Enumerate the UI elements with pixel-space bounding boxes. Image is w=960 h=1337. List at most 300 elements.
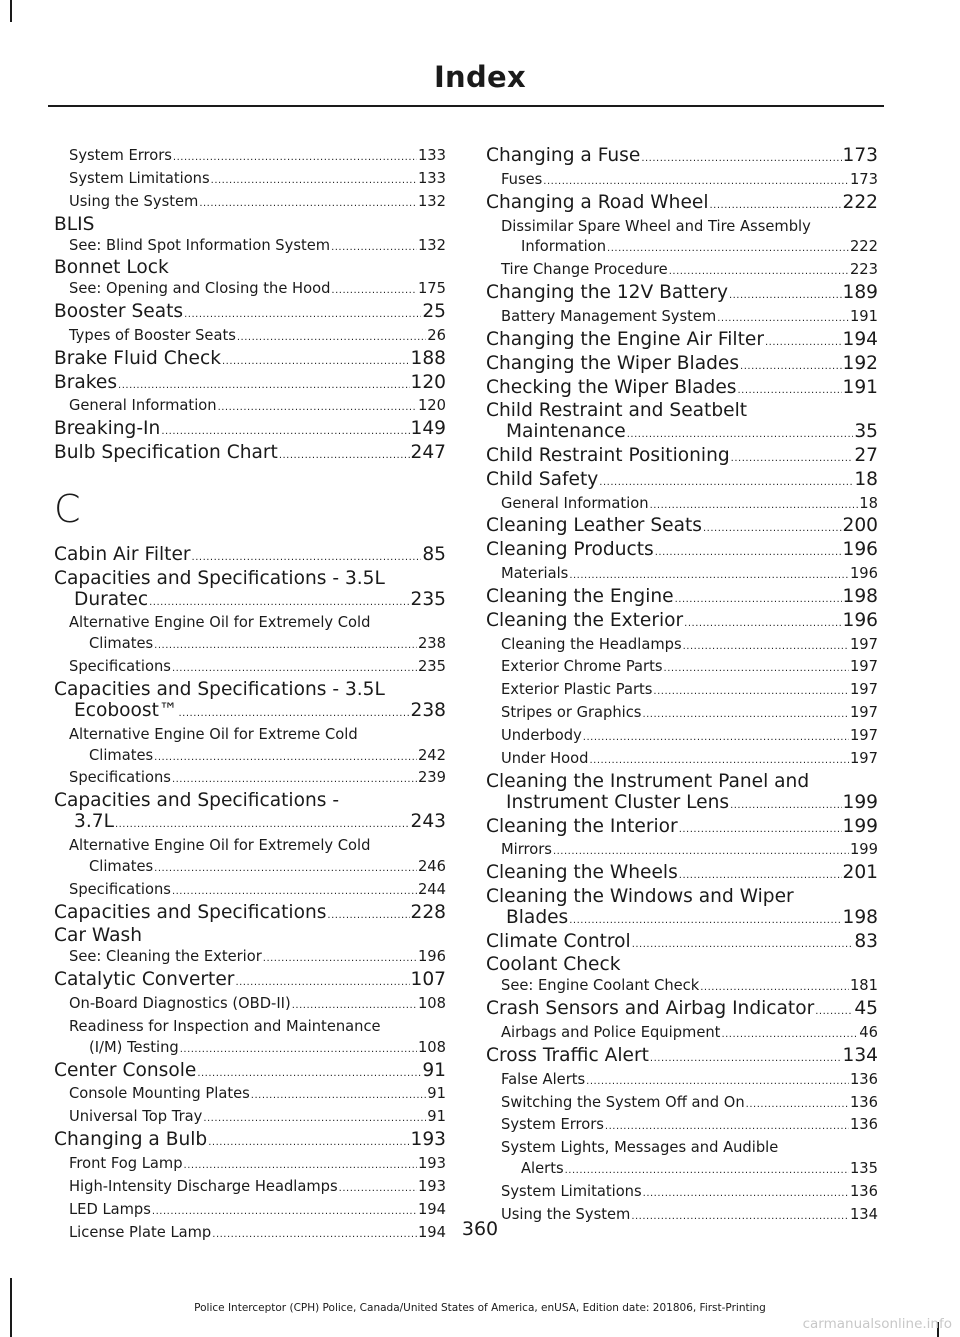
index-entry-text: Cross Traffic Alert — [486, 1044, 649, 1066]
index-page-ref: 27 — [854, 444, 878, 466]
index-entry — [486, 516, 878, 540]
index-entry-text: System Errors — [501, 1116, 604, 1134]
dot-leader — [154, 859, 417, 880]
index-entry-text: 3.7L — [74, 811, 114, 833]
index-page-ref: 18 — [854, 468, 878, 490]
index-subentry — [486, 726, 878, 749]
index-entry — [486, 999, 878, 1023]
index-entry-text: Stripes or Graphics — [501, 704, 642, 722]
index-entry — [486, 354, 878, 378]
index-entry-text: General Information — [69, 397, 217, 415]
index-entry-text: Booster Seats — [54, 301, 184, 323]
index-entry-text: Capacities and Specifications — [54, 901, 327, 923]
index-entry-text: Using the System — [69, 192, 199, 210]
index-page-ref: 197 — [849, 658, 878, 676]
dot-leader — [192, 548, 422, 569]
index-entry — [486, 955, 878, 976]
index-entry-text: Cabin Air Filter — [54, 543, 191, 565]
index-entry-text: Breaking-In — [54, 418, 161, 440]
index-entry-text: Coolant Check — [486, 954, 621, 976]
index-entry-lead: Capacities and Specifications - — [54, 790, 340, 812]
dot-leader — [161, 422, 409, 443]
index-page-ref: 132 — [417, 192, 446, 210]
index-subentry — [54, 396, 446, 419]
index-entry-text: Checking the Wiper Blades — [486, 376, 737, 398]
index-entry-text: Crash Sensors and Airbag Indicator — [486, 998, 815, 1020]
index-entry-text: System Limitations — [501, 1183, 642, 1201]
index-entry — [54, 258, 446, 279]
index-entry-text: Brakes — [54, 371, 118, 393]
index-page-ref: 120 — [417, 397, 446, 415]
index-entry — [486, 887, 878, 932]
dot-leader — [679, 820, 842, 841]
index-entry-text: Information — [521, 238, 607, 256]
dot-leader — [599, 473, 853, 494]
index-entry-lead: Alternative Engine Oil for Extremely Cold — [69, 836, 371, 854]
dot-leader — [118, 376, 409, 397]
index-page-ref: 235 — [417, 658, 446, 676]
index-subentry — [486, 1023, 878, 1046]
index-subentry — [54, 192, 446, 215]
index-page-ref: 222 — [849, 238, 878, 256]
index-entry-text: High-Intensity Discharge Headlamps — [69, 1177, 338, 1195]
index-subentry — [486, 564, 878, 587]
dot-leader — [331, 238, 417, 259]
index-entry — [486, 817, 878, 841]
index-entry-lead: Child Restraint and Seatbelt — [486, 400, 748, 422]
index-subentry — [486, 703, 878, 726]
index-page-ref: 197 — [849, 727, 878, 745]
index-entry — [486, 863, 878, 887]
index-entry-text: Cleaning the Exterior — [486, 609, 684, 631]
dot-leader — [565, 1161, 849, 1182]
dot-leader — [149, 593, 409, 614]
index-page-ref: 196 — [842, 609, 878, 631]
index-page-ref: 244 — [417, 880, 446, 898]
dot-leader — [222, 352, 410, 373]
index-entry-text: Center Console — [54, 1059, 197, 1081]
index-page-ref: 46 — [859, 1023, 878, 1041]
index-entry-text: Cleaning the Interior — [486, 815, 678, 837]
index-entry-text: Bonnet Lock — [54, 257, 169, 279]
index-entry-lead: Cleaning the Instrument Panel and — [486, 770, 810, 792]
dot-leader — [746, 1095, 849, 1116]
index-subentry — [486, 976, 878, 999]
index-entry-text: Cleaning Leather Seats — [486, 515, 702, 537]
dot-leader — [569, 566, 849, 587]
index-page-ref: 107 — [410, 969, 446, 991]
index-page-ref: 192 — [842, 352, 878, 374]
dot-leader — [627, 425, 854, 446]
index-page-ref: 228 — [410, 901, 446, 923]
index-entry — [486, 772, 878, 817]
dot-leader — [607, 239, 849, 260]
dot-leader — [173, 148, 417, 169]
index-page-ref: 135 — [849, 1160, 878, 1178]
index-subentry — [54, 657, 446, 680]
index-entry-text: See: Engine Coolant Check — [501, 977, 700, 995]
index-subentry — [54, 768, 446, 791]
index-page-ref: 238 — [417, 635, 446, 653]
dot-leader — [543, 172, 849, 193]
index-entry-lead: Capacities and Specifications - 3.5L — [54, 567, 385, 589]
index-page-ref: 132 — [417, 236, 446, 254]
index-entry-text: Climates — [89, 857, 154, 875]
page-number: 360 — [461, 1218, 499, 1240]
index-page-ref: 197 — [849, 704, 878, 722]
index-entry — [54, 926, 446, 947]
index-page-ref: 196 — [417, 948, 446, 966]
index-subentry — [54, 947, 446, 970]
index-entry-text: See: Cleaning the Exterior — [69, 948, 262, 966]
index-page-ref: 200 — [842, 515, 878, 537]
index-page-ref: 238 — [410, 699, 446, 721]
dot-leader — [737, 381, 841, 402]
index-entry-text: Duratec — [74, 588, 149, 610]
index-entry — [54, 1130, 446, 1154]
index-subentry — [486, 1115, 878, 1138]
index-subentry — [54, 236, 446, 259]
index-entry — [54, 215, 446, 236]
index-entry-text: Bulb Specification Chart — [54, 442, 278, 464]
index-entry-text: Battery Management System — [501, 308, 717, 326]
index-entry-text: False Alerts — [501, 1070, 586, 1088]
index-entry-text: Child Safety — [486, 468, 599, 490]
dot-leader — [655, 543, 842, 564]
index-entry — [486, 470, 878, 494]
dot-leader — [251, 1086, 427, 1107]
index-page-ref: 194 — [417, 1200, 446, 1218]
index-entry-text: License Plate Lamp — [69, 1223, 212, 1241]
dot-leader — [235, 973, 409, 994]
dot-leader — [700, 978, 849, 999]
index-page-ref: 199 — [849, 841, 878, 859]
index-entry-text: Using the System — [501, 1206, 631, 1224]
index-entry — [54, 373, 446, 397]
index-subentry — [54, 326, 446, 349]
index-page-ref: 199 — [842, 791, 878, 813]
dot-leader — [327, 906, 409, 927]
index-entry — [54, 419, 446, 443]
index-entry-text: Changing a Road Wheel — [486, 191, 709, 213]
index-entry — [486, 146, 878, 170]
index-page-ref: 188 — [410, 347, 446, 369]
index-entry-text: System Errors — [69, 147, 172, 164]
dot-leader — [717, 309, 849, 330]
index-page-ref: 193 — [410, 1129, 446, 1151]
dot-leader — [641, 149, 841, 170]
dot-leader — [642, 705, 849, 726]
index-entry — [486, 540, 878, 564]
crop-mark-top-left — [10, 0, 12, 22]
dot-leader — [740, 357, 841, 378]
index-page-ref: 235 — [410, 588, 446, 610]
index-entry-text: Maintenance — [506, 421, 626, 443]
dot-leader — [731, 449, 854, 470]
index-entry-text: Blades — [506, 906, 569, 928]
index-entry-text: Exterior Plastic Parts — [501, 681, 653, 699]
index-subentry — [54, 1017, 446, 1061]
index-page-ref: 193 — [417, 1155, 446, 1173]
index-page-ref: 35 — [854, 421, 878, 443]
index-entry-text: Specifications — [69, 880, 171, 898]
dot-leader — [184, 305, 421, 326]
index-page-ref: 189 — [842, 282, 878, 304]
index-page-ref: 173 — [849, 170, 878, 188]
index-entry-lead: System Lights, Messages and Audible — [501, 1139, 779, 1157]
dot-leader — [589, 751, 848, 772]
index-entry-text: Instrument Cluster Lens — [506, 791, 730, 813]
index-entry-text: Front Fog Lamp — [69, 1155, 183, 1173]
index-page-ref: 136 — [849, 1116, 878, 1134]
index-subentry — [486, 1070, 878, 1093]
dot-leader — [154, 636, 417, 657]
index-entry-text: Tire Change Procedure — [501, 261, 668, 279]
dot-leader — [115, 815, 410, 836]
index-subentry — [486, 217, 878, 261]
index-page-ref: 193 — [417, 1177, 446, 1195]
index-page-ref: 194 — [842, 328, 878, 350]
index-subentry — [486, 657, 878, 680]
index-subentry — [486, 840, 878, 863]
index-page-ref: 133 — [417, 169, 446, 187]
index-entry-text: Cleaning the Wheels — [486, 862, 678, 884]
index-page-ref: 246 — [417, 857, 446, 875]
index-page-ref: 91 — [427, 1085, 446, 1103]
index-subentry — [486, 307, 878, 330]
index-page-ref: 242 — [417, 746, 446, 764]
index-page-ref: 26 — [427, 326, 446, 344]
index-entry-text: Console Mounting Plates — [69, 1085, 250, 1103]
section-letter: C — [54, 486, 81, 531]
index-page-ref: 83 — [854, 930, 878, 952]
index-page-ref: 85 — [422, 543, 446, 565]
dot-leader — [197, 1064, 421, 1085]
index-page-ref: 120 — [410, 371, 446, 393]
dot-leader — [331, 281, 417, 302]
dot-leader — [675, 590, 842, 611]
index-entry-text: Changing a Bulb — [54, 1129, 208, 1151]
index-entry-lead: Cleaning the Windows and Wiper — [486, 886, 794, 908]
index-subentry — [486, 1093, 878, 1116]
index-entry-text: Cleaning the Engine — [486, 585, 674, 607]
index-subentry — [54, 1154, 446, 1177]
index-subentry — [54, 725, 446, 769]
index-entry-text: Materials — [501, 565, 569, 582]
dot-leader — [180, 1040, 417, 1061]
index-entry — [54, 349, 446, 373]
index-entry — [486, 587, 878, 611]
dot-leader — [154, 748, 417, 769]
index-entry-lead: Readiness for Inspection and Maintenance — [69, 1017, 381, 1035]
index-page-ref: 191 — [842, 376, 878, 398]
index-page-ref: 239 — [417, 769, 446, 787]
index-page-ref: 136 — [849, 1093, 878, 1111]
index-entry — [486, 193, 878, 217]
index-entry — [486, 932, 878, 956]
index-page-ref: 197 — [849, 635, 878, 653]
dot-leader — [279, 446, 410, 467]
index-subentry — [486, 494, 878, 517]
index-entry — [54, 903, 446, 927]
index-page-ref: 175 — [417, 280, 446, 298]
page-title: Index — [433, 60, 527, 94]
index-subentry — [54, 1084, 446, 1107]
index-entry-text: Changing the Wiper Blades — [486, 352, 740, 374]
index-entry-text: Airbags and Police Equipment — [501, 1023, 721, 1041]
index-page-ref: 198 — [842, 585, 878, 607]
dot-leader — [815, 1002, 853, 1023]
index-page-ref: 191 — [849, 308, 878, 326]
index-entry-text: Cleaning the Headlamps — [501, 635, 682, 653]
index-page-ref: 134 — [842, 1044, 878, 1066]
index-entry — [486, 378, 878, 402]
index-page-ref: 134 — [849, 1206, 878, 1224]
index-page-ref: 196 — [842, 539, 878, 561]
index-subentry — [54, 1107, 446, 1130]
index-page-ref: 196 — [849, 565, 878, 582]
index-subentry — [54, 279, 446, 302]
index-subentry — [54, 1177, 446, 1200]
index-entry — [54, 545, 446, 569]
index-subentry — [54, 880, 446, 903]
index-page-ref: 243 — [410, 811, 446, 833]
index-page-ref: 222 — [842, 191, 878, 213]
index-column-left — [54, 146, 446, 1246]
dot-leader — [199, 194, 417, 215]
index-page-ref: 149 — [410, 418, 446, 440]
index-page-ref: 136 — [849, 1070, 878, 1088]
index-entry — [486, 283, 878, 307]
index-subentry — [486, 680, 878, 703]
dot-leader — [765, 333, 842, 354]
index-entry-text: Fuses — [501, 170, 543, 188]
dot-leader — [669, 262, 849, 283]
dot-leader — [650, 1049, 842, 1070]
footer-edition-info: Police Interceptor (CPH) Police, Canada/United States of America, enUSA, Edition date: 201806, First-Printing — [194, 1302, 766, 1314]
index-entry-lead: Dissimilar Spare Wheel and Tire Assembly — [501, 217, 811, 235]
index-entry-text: BLIS — [54, 213, 95, 235]
index-page-ref: 91 — [422, 1059, 446, 1081]
index-entry-text: Catalytic Converter — [54, 969, 235, 991]
index-subentry — [54, 836, 446, 880]
index-page-ref: 197 — [849, 681, 878, 699]
index-page-ref: 133 — [417, 147, 446, 164]
index-page-ref: 201 — [842, 862, 878, 884]
index-page-ref: 181 — [849, 977, 878, 995]
index-entry-lead: Alternative Engine Oil for Extreme Cold — [69, 725, 358, 743]
index-subentry — [486, 260, 878, 283]
dot-leader — [553, 842, 849, 863]
dot-leader — [664, 659, 849, 680]
index-entry-text: Underbody — [501, 727, 582, 745]
index-page-ref: 247 — [410, 442, 446, 464]
index-entry-text: Changing the Engine Air Filter — [486, 328, 764, 350]
index-page-ref: 108 — [417, 1038, 446, 1056]
index-entry — [486, 401, 878, 446]
index-page-ref: 25 — [422, 301, 446, 323]
dot-leader — [218, 398, 417, 419]
index-entry — [486, 1046, 878, 1070]
index-entry-text: Car Wash — [54, 925, 142, 947]
index-entry-text: LED Lamps — [69, 1200, 151, 1218]
index-page-ref: 199 — [842, 815, 878, 837]
index-entry — [54, 302, 446, 326]
index-page-ref: 18 — [859, 494, 878, 512]
index-subentry — [54, 613, 446, 657]
index-page-ref: 136 — [849, 1183, 878, 1201]
dot-leader — [583, 728, 849, 749]
index-entry — [54, 569, 446, 614]
index-entry-text: Brake Fluid Check — [54, 347, 221, 369]
dot-leader — [703, 519, 842, 540]
index-entry — [54, 680, 446, 725]
index-subentry — [54, 169, 446, 192]
dot-leader — [237, 328, 426, 349]
index-subentry — [54, 994, 446, 1017]
dot-leader — [721, 1025, 858, 1046]
index-entry — [486, 446, 878, 470]
index-page-ref: 197 — [849, 750, 878, 768]
index-subentry — [486, 749, 878, 772]
index-entry-text: See: Opening and Closing the Hood — [69, 280, 331, 298]
index-page-ref: 194 — [417, 1223, 446, 1241]
dot-leader — [679, 866, 842, 887]
index-entry-text: System Limitations — [69, 169, 210, 187]
dot-leader — [643, 1184, 849, 1205]
index-entry-text: Child Restraint Positioning — [486, 444, 730, 466]
dot-leader — [632, 935, 854, 956]
dot-leader — [729, 286, 842, 307]
index-entry-text: Cleaning Products — [486, 539, 654, 561]
index-entry — [54, 791, 446, 836]
index-column-right — [486, 146, 878, 1228]
index-entry — [54, 970, 446, 994]
dot-leader — [605, 1117, 849, 1138]
dot-leader — [569, 911, 841, 932]
dot-leader — [178, 704, 409, 725]
index-entry-lead: Capacities and Specifications - 3.5L — [54, 679, 385, 701]
dot-leader — [172, 882, 417, 903]
dot-leader — [208, 1133, 409, 1154]
dot-leader — [339, 1179, 417, 1200]
index-entry-text: Universal Top Tray — [69, 1108, 203, 1126]
index-page-ref: 91 — [427, 1108, 446, 1126]
dot-leader — [586, 1072, 849, 1093]
index-entry-text: Climate Control — [486, 930, 631, 952]
index-entry-text: On-Board Diagnostics (OBD-II) — [69, 994, 291, 1012]
header-divider — [48, 105, 884, 107]
dot-leader — [184, 1156, 417, 1177]
index-page-ref: 223 — [849, 261, 878, 279]
dot-leader — [172, 770, 417, 791]
index-entry-text: Climates — [89, 635, 154, 653]
dot-leader — [292, 996, 417, 1017]
index-entry-text: Alerts — [521, 1160, 564, 1178]
index-entry-text: Types of Booster Seats — [69, 326, 236, 344]
index-entry — [486, 611, 878, 635]
index-entry-text: Exterior Chrome Parts — [501, 658, 663, 676]
index-entry-text: Climates — [89, 746, 154, 764]
index-entry — [54, 1061, 446, 1085]
index-subentry — [486, 1182, 878, 1205]
index-subentry — [486, 1138, 878, 1182]
index-page-ref: 45 — [854, 998, 878, 1020]
index-entry-text: Changing the 12V Battery — [486, 282, 728, 304]
watermark: carmanualsonline.info — [802, 1316, 952, 1332]
index-entry-text: General Information — [501, 494, 649, 512]
dot-leader — [683, 637, 849, 658]
